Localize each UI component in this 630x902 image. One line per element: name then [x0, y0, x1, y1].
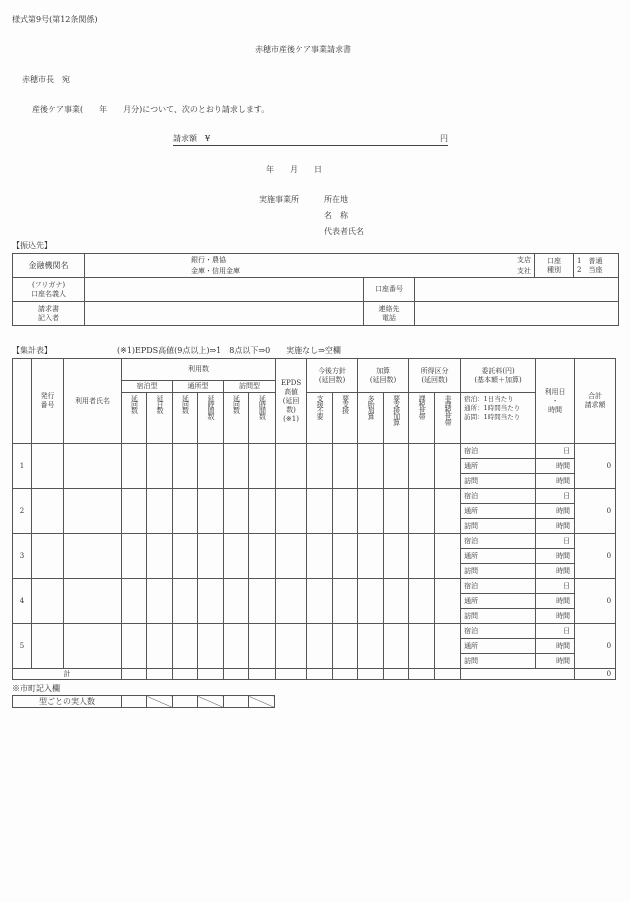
- unit-stay[interactable]: 日: [536, 489, 575, 504]
- cell[interactable]: [122, 444, 147, 489]
- contact-label: 連絡先 電話: [364, 302, 415, 326]
- institution-label: 金融機関名: [13, 254, 85, 278]
- daycare-actual-count[interactable]: [173, 696, 198, 708]
- cell[interactable]: [435, 489, 461, 534]
- unit-visit[interactable]: 時間: [536, 564, 575, 579]
- visit-actual-count[interactable]: [224, 696, 249, 708]
- cell[interactable]: [435, 579, 461, 624]
- cell[interactable]: [358, 444, 384, 489]
- page-title: 赤穂市産後ケア事業請求書: [255, 45, 351, 54]
- cell[interactable]: [409, 534, 435, 579]
- cell[interactable]: [307, 579, 333, 624]
- issue-no-cell[interactable]: [32, 624, 64, 669]
- fee-daycare[interactable]: 通所: [461, 639, 536, 654]
- sum-cell: [224, 669, 249, 680]
- fee-stay[interactable]: 宿泊: [461, 444, 536, 459]
- cell[interactable]: [384, 579, 409, 624]
- date-line: 年 月 日: [266, 165, 322, 174]
- cell[interactable]: [358, 579, 384, 624]
- sum-cell: [333, 669, 358, 680]
- sum-cell: [276, 669, 307, 680]
- header-non-taxable: 非課税世帯: [435, 393, 461, 444]
- cell[interactable]: [358, 489, 384, 534]
- cell[interactable]: [435, 624, 461, 669]
- header-daycare-hours: 延時間数: [198, 393, 224, 444]
- cell[interactable]: [409, 489, 435, 534]
- cell[interactable]: [122, 624, 147, 669]
- user-name-cell[interactable]: [64, 534, 122, 579]
- cell[interactable]: [122, 579, 147, 624]
- account-type-ordinary[interactable]: 1 普通: [577, 256, 603, 265]
- header-fee: 委託料(円) (基本額＋加算): [461, 359, 536, 393]
- user-name-cell[interactable]: [64, 579, 122, 624]
- account-type-current[interactable]: 2 当座: [577, 265, 603, 274]
- sum-cell: [358, 669, 384, 680]
- cell[interactable]: [147, 489, 173, 534]
- daycare-diagonal-cell: [198, 696, 224, 708]
- issue-no-cell[interactable]: [32, 579, 64, 624]
- header-stay-type: 宿泊型: [122, 381, 173, 393]
- header-total-claim: 合計 請求額: [575, 359, 616, 444]
- cell[interactable]: [224, 489, 249, 534]
- account-type-options[interactable]: [574, 254, 619, 278]
- unit-daycare[interactable]: 時間: [536, 639, 575, 654]
- sum-cell: [249, 669, 276, 680]
- sum-cell: [409, 669, 435, 680]
- row-total: 0: [575, 624, 616, 669]
- fee-stay[interactable]: 宿泊: [461, 579, 536, 594]
- cell[interactable]: [358, 624, 384, 669]
- fee-daycare[interactable]: 通所: [461, 459, 536, 474]
- user-name-cell[interactable]: [64, 489, 122, 534]
- row-total: 0: [575, 489, 616, 534]
- sum-total: 0: [575, 669, 616, 680]
- cell[interactable]: [409, 624, 435, 669]
- header-usage-days: 利用日 ・ 時間: [536, 359, 575, 444]
- unit-stay[interactable]: 日: [536, 444, 575, 459]
- summary-note: (※1)EPDS高値(9点以上)⇒1 8点以下⇒0 実施なし⇒空欄: [117, 346, 341, 355]
- cell[interactable]: [276, 489, 307, 534]
- header-stay-count: 延回数: [122, 393, 147, 444]
- cell[interactable]: [198, 624, 224, 669]
- institution-type-1: 銀行・農協: [191, 256, 226, 264]
- row-2: [13, 489, 616, 534]
- row-number: 5: [13, 624, 32, 669]
- unit-daycare[interactable]: 時間: [536, 504, 575, 519]
- cell[interactable]: [307, 444, 333, 489]
- branch-label-1: 支店: [517, 256, 532, 264]
- cell[interactable]: [198, 489, 224, 534]
- cell[interactable]: [224, 579, 249, 624]
- unit-visit[interactable]: 時間: [536, 474, 575, 489]
- row-number: 2: [13, 489, 32, 534]
- unit-daycare[interactable]: 時間: [536, 594, 575, 609]
- cell[interactable]: [249, 489, 276, 534]
- unit-visit[interactable]: 時間: [536, 519, 575, 534]
- fee-visit[interactable]: 訪問: [461, 654, 536, 669]
- cell[interactable]: [224, 444, 249, 489]
- unit-visit[interactable]: 時間: [536, 654, 575, 669]
- cell[interactable]: [276, 534, 307, 579]
- account-number-field[interactable]: [415, 278, 619, 302]
- header-no-support: 支援不要: [307, 393, 333, 444]
- row-number: 3: [13, 534, 32, 579]
- header-taxable: 課税世帯: [409, 393, 435, 444]
- writer-label: 請求書 記入者: [13, 302, 85, 326]
- cell[interactable]: [173, 489, 198, 534]
- cell[interactable]: [307, 534, 333, 579]
- provider-name-label: 名 称: [324, 211, 348, 220]
- sum-cell: [122, 669, 147, 680]
- row-3: [13, 534, 616, 579]
- cell[interactable]: [224, 534, 249, 579]
- amount-label: 請求額 ¥: [173, 134, 211, 143]
- institution-type-2: 金庫・信用金庫: [191, 267, 240, 275]
- user-name-cell[interactable]: [64, 624, 122, 669]
- fee-visit[interactable]: 訪問: [461, 519, 536, 534]
- cell[interactable]: [276, 579, 307, 624]
- provider-label: 実施事業所: [259, 195, 299, 204]
- fee-visit[interactable]: 訪問: [461, 564, 536, 579]
- unit-stay[interactable]: 日: [536, 534, 575, 549]
- unit-daycare[interactable]: 時間: [536, 459, 575, 474]
- header-visit-count: 延回数: [224, 393, 249, 444]
- cell[interactable]: [333, 534, 358, 579]
- cell[interactable]: [147, 579, 173, 624]
- fee-stay[interactable]: 宿泊: [461, 624, 536, 639]
- bank-table: [12, 253, 619, 326]
- header-epds: EPDS 高値 (延回 数) (※1): [276, 359, 307, 444]
- visit-diagonal-cell: [249, 696, 275, 708]
- cell[interactable]: [333, 489, 358, 534]
- fee-daycare[interactable]: 通所: [461, 549, 536, 564]
- institution-field[interactable]: [85, 254, 535, 278]
- row-number: 4: [13, 579, 32, 624]
- addressee: 赤穂市長 宛: [22, 75, 70, 84]
- cell[interactable]: [122, 534, 147, 579]
- row-total: 0: [575, 534, 616, 579]
- sum-fee: [461, 669, 575, 680]
- account-type-label: 口座 種別: [535, 254, 574, 278]
- unit-visit[interactable]: 時間: [536, 609, 575, 624]
- cell[interactable]: [307, 624, 333, 669]
- stay-actual-count[interactable]: [122, 696, 147, 708]
- user-name-cell[interactable]: [64, 444, 122, 489]
- amount-unit: 円: [440, 134, 448, 143]
- header-visit-type: 訪問型: [224, 381, 276, 393]
- row-4: [13, 579, 616, 624]
- cell[interactable]: [384, 624, 409, 669]
- cell[interactable]: [198, 579, 224, 624]
- header-daycare-type: 通所型: [173, 381, 224, 393]
- cell[interactable]: [333, 624, 358, 669]
- header-need-support: 要支援: [333, 393, 358, 444]
- header-user-name: 利用者氏名: [64, 359, 122, 444]
- cell[interactable]: [198, 444, 224, 489]
- cell[interactable]: [249, 579, 276, 624]
- row-total: 0: [575, 579, 616, 624]
- issue-no-cell[interactable]: [32, 444, 64, 489]
- cell[interactable]: [147, 444, 173, 489]
- sum-cell: [147, 669, 173, 680]
- cell[interactable]: [147, 534, 173, 579]
- cell[interactable]: [173, 579, 198, 624]
- city-section-label: ※市町記入欄: [12, 684, 60, 693]
- sum-row: [13, 669, 616, 680]
- unit-stay[interactable]: 日: [536, 579, 575, 594]
- provider-address-label: 所在地: [324, 195, 348, 204]
- holder-label: (フリガナ) 口座名義人: [13, 278, 85, 302]
- sum-cell: [384, 669, 409, 680]
- cell[interactable]: [307, 489, 333, 534]
- city-table: [12, 695, 275, 708]
- cell[interactable]: [333, 579, 358, 624]
- summary-section-label: 【集計表】: [12, 346, 52, 355]
- intro-text: 産後ケア事業( 年 月分)について、次のとおり請求します。: [32, 105, 270, 114]
- provider-rep-label: 代表者氏名: [324, 227, 364, 236]
- issue-no-cell[interactable]: [32, 534, 64, 579]
- sum-cell: [198, 669, 224, 680]
- sum-cell: [435, 669, 461, 680]
- sum-label: 計: [13, 669, 122, 680]
- summary-table: [12, 358, 616, 680]
- cell[interactable]: [409, 579, 435, 624]
- fee-visit[interactable]: 訪問: [461, 609, 536, 624]
- writer-field[interactable]: [85, 302, 364, 326]
- actual-count-label: 型ごとの実人数: [13, 696, 122, 708]
- cell[interactable]: [384, 489, 409, 534]
- fee-daycare[interactable]: 通所: [461, 504, 536, 519]
- cell[interactable]: [276, 444, 307, 489]
- header-visit-hours: 延時間数: [249, 393, 276, 444]
- cell[interactable]: [435, 444, 461, 489]
- header-income: 所得区分 (延回数): [409, 359, 461, 393]
- header-addition: 加算 (延回数): [358, 359, 409, 393]
- header-multiple-birth: 多胎加算: [358, 393, 384, 444]
- row-5: [13, 624, 616, 669]
- cell[interactable]: [249, 444, 276, 489]
- cell[interactable]: [384, 534, 409, 579]
- cell[interactable]: [173, 444, 198, 489]
- row-number: 1: [13, 444, 32, 489]
- fee-visit[interactable]: 訪問: [461, 474, 536, 489]
- header-blank: [13, 359, 32, 444]
- header-support-addition: 要支援加算: [384, 393, 409, 444]
- amount-line[interactable]: [173, 133, 448, 146]
- cell[interactable]: [409, 444, 435, 489]
- sum-cell: [173, 669, 198, 680]
- unit-stay[interactable]: 日: [536, 624, 575, 639]
- form-number: 様式第9号(第12条関係): [12, 15, 98, 24]
- cell[interactable]: [224, 624, 249, 669]
- cell[interactable]: [276, 624, 307, 669]
- branch-label-2: 支社: [517, 267, 532, 275]
- unit-daycare[interactable]: 時間: [536, 549, 575, 564]
- fee-daycare[interactable]: 通所: [461, 594, 536, 609]
- cell[interactable]: [358, 534, 384, 579]
- cell[interactable]: [198, 534, 224, 579]
- header-stay-days: 延日数: [147, 393, 173, 444]
- account-number-label: 口座番号: [364, 278, 415, 302]
- cell[interactable]: [173, 534, 198, 579]
- bank-section-label: 【振込先】: [12, 241, 52, 250]
- header-issue-no: 発行番号: [32, 359, 64, 444]
- cell[interactable]: [249, 534, 276, 579]
- cell[interactable]: [333, 444, 358, 489]
- header-policy: 今後方針 (延回数): [307, 359, 358, 393]
- cell[interactable]: [173, 624, 198, 669]
- header-daycare-count: 延回数: [173, 393, 198, 444]
- holder-field[interactable]: [85, 278, 364, 302]
- cell[interactable]: [435, 534, 461, 579]
- fee-stay[interactable]: 宿泊: [461, 534, 536, 549]
- issue-no-cell[interactable]: [32, 489, 64, 534]
- stay-diagonal-cell: [147, 696, 173, 708]
- fee-stay[interactable]: 宿泊: [461, 489, 536, 504]
- row-total: 0: [575, 444, 616, 489]
- cell[interactable]: [122, 489, 147, 534]
- header-usage-count: 利用数: [122, 359, 276, 381]
- cell[interactable]: [384, 444, 409, 489]
- contact-field[interactable]: [415, 302, 619, 326]
- row-1: [13, 444, 616, 489]
- cell[interactable]: [147, 624, 173, 669]
- sum-cell: [307, 669, 333, 680]
- header-fee-lines: 宿泊：1日当たり 通所：1時間当たり 訪問：1時間当たり: [461, 393, 536, 444]
- cell[interactable]: [249, 624, 276, 669]
